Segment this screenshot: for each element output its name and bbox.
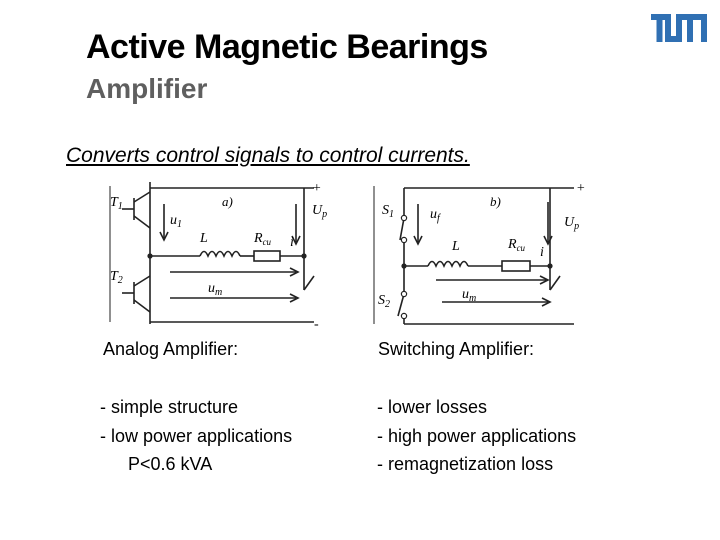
inductance-label: L xyxy=(452,239,460,254)
page-title: Active Magnetic Bearings xyxy=(86,28,488,66)
feature-line: - lower losses xyxy=(377,397,488,417)
feature-line: - low power applications xyxy=(100,425,293,446)
current-label: i xyxy=(290,235,294,250)
switch-s1-label: $S_1$ xyxy=(382,203,394,220)
switching-amplifier-heading: Switching Amplifier: xyxy=(378,339,535,359)
feature-line: - high power applications xyxy=(377,425,577,446)
analog-amplifier-features xyxy=(100,393,292,479)
circuit-tag: b) xyxy=(490,194,501,209)
current-label: i xyxy=(540,245,544,260)
transistor-t2-label: $T_2$ xyxy=(110,269,123,286)
supply-voltage-label: $U_p$ xyxy=(564,215,580,232)
feature-line: - simple structure xyxy=(100,397,239,417)
page-subtitle: Amplifier xyxy=(86,73,208,104)
coil-voltage-label: $u_m$ xyxy=(208,281,223,298)
input-voltage-label: $u_f$ xyxy=(430,207,440,224)
feature-line: - remagnetization loss xyxy=(377,454,554,474)
resistance-label: $R_{cu}$ xyxy=(508,237,526,253)
analog-amplifier-heading: Analog Amplifier: xyxy=(103,339,239,359)
transistor-t1-label: $T_1$ xyxy=(110,195,123,212)
inductance-label: L xyxy=(200,231,208,246)
switching-amplifier-features xyxy=(377,393,576,479)
plus-terminal: + xyxy=(312,181,322,196)
plus-terminal: + xyxy=(576,181,586,196)
resistance-label: $R_{cu}$ xyxy=(254,231,272,247)
coil-voltage-label: $u_m$ xyxy=(462,287,477,304)
input-voltage-label: $u_1$ xyxy=(170,213,182,230)
supply-voltage-label: $U_p$ xyxy=(312,203,328,220)
analog-amplifier-circuit xyxy=(104,180,334,330)
tum-logo xyxy=(651,14,707,42)
circuit-tag: a) xyxy=(222,194,233,209)
switch-s2-label: $S_2$ xyxy=(378,293,390,310)
lead-statement: Converts control signals to control currents. xyxy=(66,144,470,167)
minus-terminal: - xyxy=(314,317,319,330)
feature-line: P<0.6 kVA xyxy=(128,454,213,474)
switching-amplifier-circuit xyxy=(370,178,594,328)
